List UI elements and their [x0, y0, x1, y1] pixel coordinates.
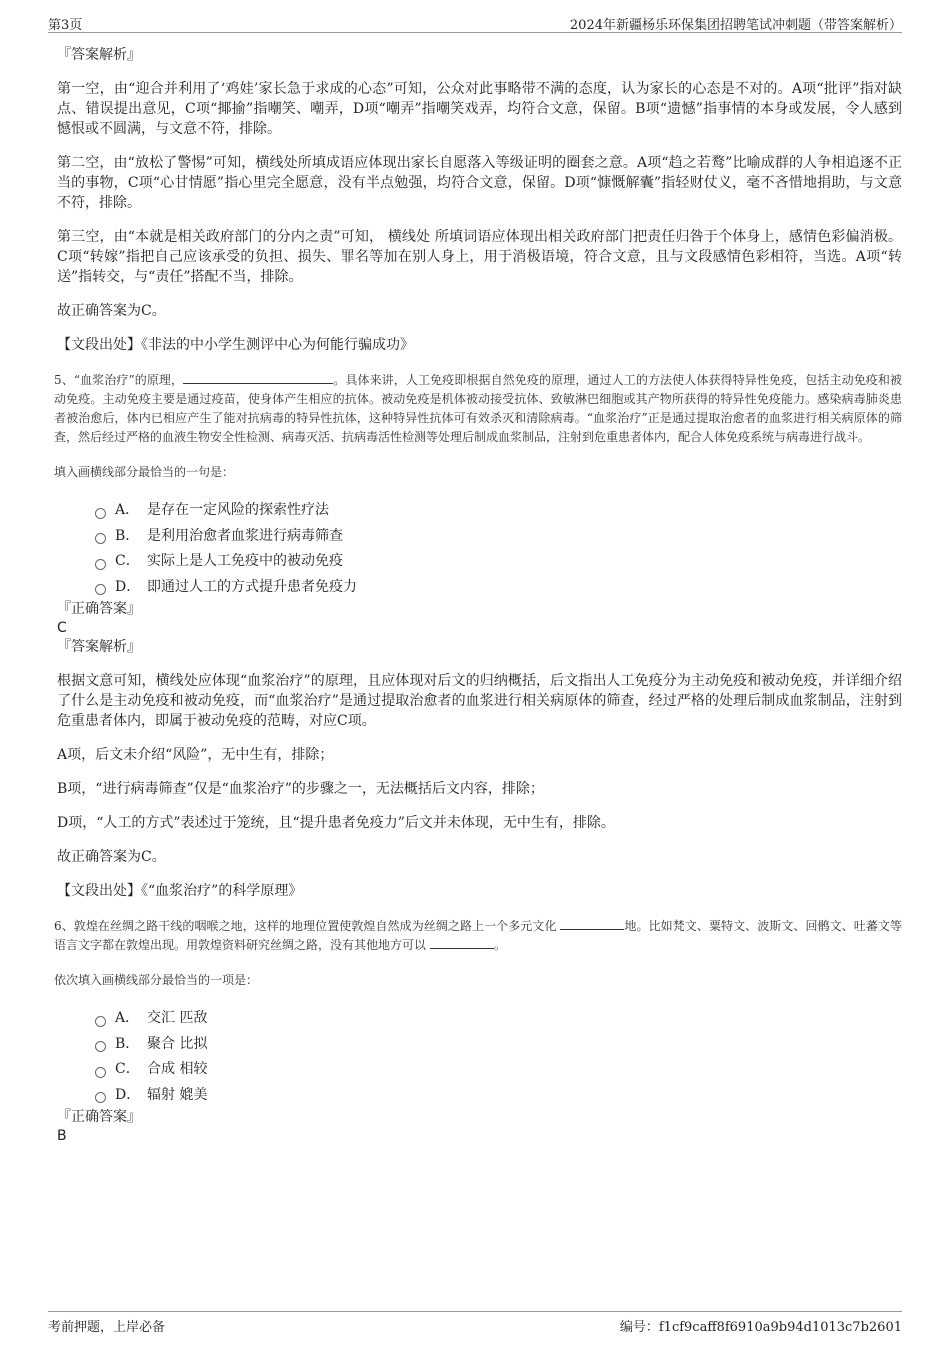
document-serial: 编号：f1cf9caff8f6910a9b94d1013c7b2601: [619, 1320, 902, 1335]
correct-answer: B: [57, 1128, 67, 1144]
question-6-options: [95, 1006, 902, 1108]
passage-source: 【文段出处】《“血浆治疗”的科学原理》: [57, 883, 303, 899]
page-header: [48, 12, 902, 33]
option-d[interactable]: D． 即通过人工的方式提升患者免疫力: [95, 575, 902, 601]
radio-icon[interactable]: [95, 1041, 106, 1052]
analysis-paragraph-2: A项，后文未介绍“风险”，无中生有，排除；: [57, 747, 334, 763]
fill-blank: [560, 917, 624, 930]
footer-slogan: 考前押题，上岸必备: [48, 1320, 166, 1335]
radio-icon[interactable]: [95, 584, 106, 595]
radio-icon[interactable]: [95, 559, 106, 570]
question-5-text: 5、“血浆治疗”的原理， 。具体来讲，人工免疫即根据自然免疫的原理，通过人工的方法使人体获得特异性免疫，包括主动免疫和被动免疫。主动免疫主要是通过疫苗，使身体产生相应的抗体。被动免疫是机体被动接受抗体、致敏淋巴细胞或其产物所获得的特异性免疫能力。感染病毒肺炎患者被治愈后，体内已相应产生了能对抗病毒的特异性抗体，这种特异性抗体可有效杀灭和清除病毒。“血浆治疗”正是通过提取治愈者的血浆进行相关病原体的筛查，然后经过严格的血液生物安全性检测、病毒灭活、抗病毒活性检测等处理后制成血浆制品，注射到危重患者体内，配合人体免疫系统与病毒进行战斗。: [54, 373, 903, 444]
page-number: 第3页: [48, 18, 83, 33]
analysis-paragraph-1: 第一空，由“迎合并利用了‘鸡娃’家长急于求成的心态”可知，公众对此事略带不满的态度，认为家长的心态是不对的。A项“批评”指对缺点、错误提出意见，C项“揶揄”指嘲笑、嘲弄，D项“嘲弄”指嘲笑戏弄，均符合文意，保留。B项“遗憾”指事情的本身或发展，令人感到憾恨或不圆满，与文意不符，排除。: [57, 81, 902, 137]
analysis-paragraph-3: B项，“进行病毒筛查”仅是“血浆治疗”的步骤之一，无法概括后文内容，排除；: [57, 781, 544, 797]
analysis-paragraph-4: D项，“人工的方式”表述过于笼统，且“提升患者免疫力”后文并未体现，无中生有，排除。: [57, 815, 615, 831]
correct-answer-label: 『正确答案』: [57, 601, 141, 617]
correct-answer-label: 『正确答案』: [57, 1109, 141, 1125]
radio-icon[interactable]: [95, 1092, 106, 1103]
page-footer: [48, 1311, 902, 1336]
option-a[interactable]: A． 是存在一定风险的探索性疗法: [95, 498, 902, 524]
option-a[interactable]: A． 交汇 匹敌: [95, 1006, 902, 1032]
radio-icon[interactable]: [95, 533, 106, 544]
analysis-conclusion: 故正确答案为C。: [57, 303, 166, 319]
analysis-paragraph-2: 第二空，由“放松了警惕”可知，横线处所填成语应体现出家长自愿落入等级证明的圈套之意。A项“趋之若鹜”比喻成群的人争相追逐不正当的事物，C项“心甘情愿”指心里完全愿意，没有半点勉强，均符合文意，保留。D项“慷慨解囊”指轻财仗义，毫不吝惜地捐助，与文意不符，排除。: [57, 155, 902, 211]
document-title: 2024年新疆杨乐环保集团招聘笔试冲刺题（带答案解析）: [569, 18, 902, 33]
radio-icon[interactable]: [95, 1067, 106, 1078]
analysis-label: 『答案解析』: [57, 47, 141, 63]
option-c[interactable]: C． 合成 相较: [95, 1057, 902, 1083]
analysis-label: 『答案解析』: [57, 639, 141, 655]
correct-answer: C: [57, 620, 67, 636]
analysis-conclusion: 故正确答案为C。: [57, 849, 166, 865]
option-c[interactable]: C． 实际上是人工免疫中的被动免疫: [95, 549, 902, 575]
radio-icon[interactable]: [95, 1016, 106, 1027]
option-d[interactable]: D． 辐射 媲美: [95, 1083, 902, 1109]
page-content: [54, 40, 903, 1146]
analysis-paragraph-3: 第三空，由“本就是相关政府部门的分内之责”可知， 横线处 所填词语应体现出相关政府部门把责任归咎于个体身上，感情色彩偏消极。C项“转嫁”指把自己应该承受的负担、损失、罪名等加在别人身上，用于消极语境，符合文意，且与文段感情色彩相符，当选。A项“转送”指转交，与“责任”搭配不当，排除。: [57, 229, 902, 285]
question-5-options: [95, 498, 902, 600]
question-6-text: 6、敦煌在丝绸之路干线的咽喉之地，这样的地理位置使敦煌自然成为丝绸之路上一个多元文化 地。比如梵文、粟特文、波斯文、回鹘文、吐蕃文等语言文字都在敦煌出现。用敦煌资料研究丝绸之路，没有其他地方可以 。: [54, 919, 902, 952]
question-5-prompt: 填入画横线部分最恰当的一句是：: [54, 465, 235, 479]
option-b[interactable]: B． 是利用治愈者血浆进行病毒筛查: [95, 524, 902, 550]
question-6-prompt: 依次填入画横线部分最恰当的一项是：: [54, 973, 259, 987]
fill-blank: [183, 371, 333, 384]
analysis-paragraph-1: 根据文意可知，横线处应体现“血浆治疗”的原理，且应体现对后文的归纳概括，后文指出人工免疫分为主动免疫和被动免疫，并详细介绍了什么是主动免疫和被动免疫，而“血浆治疗”是通过提取治愈者的血浆进行相关病原体的筛查，经过严格的处理后制成血浆制品，注射到危重患者体内，即属于被动免疫的范畴，对应C项。: [57, 673, 902, 729]
fill-blank: [430, 936, 494, 949]
option-b[interactable]: B． 聚合 比拟: [95, 1032, 902, 1058]
radio-icon[interactable]: [95, 508, 106, 519]
passage-source: 【文段出处】《非法的中小学生测评中心为何能行骗成功》: [57, 337, 414, 353]
